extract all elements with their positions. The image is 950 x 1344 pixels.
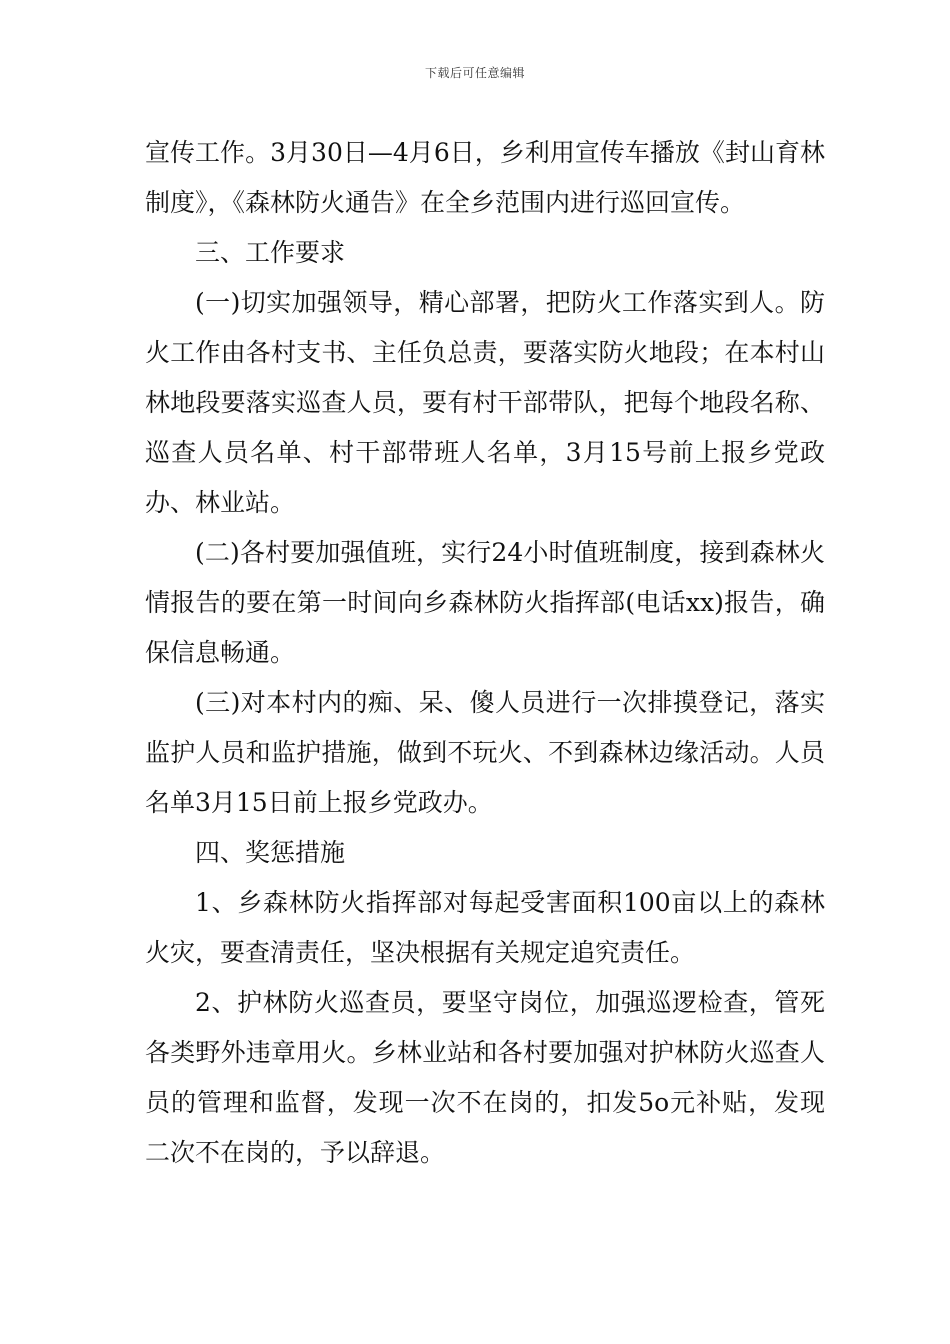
paragraph-measure-2: 2、护林防火巡查员，要坚守岗位，加强巡逻检查，管死各类野外违章用火。乡林业站和各村要加强对护林防火巡查人员的管理和监督，发现一次不在岗的，扣发5o元补贴，发现二次不在岗的，予以辞退。 [145,988,825,1167]
document-body [145,128,825,1178]
paragraph-requirement-3: (三)对本村内的痴、呆、傻人员进行一次排摸登记，落实监护人员和监护措施，做到不玩火、不到森林边缘活动。人员名单3月15日前上报乡党政办。 [145,688,825,817]
paragraph-requirement-2: (二)各村要加强值班，实行24小时值班制度，接到森林火情报告的要在第一时间向乡森林防火指挥部(电话xx)报告，确保信息畅通。 [145,538,825,667]
paragraph-measure-1: 1、乡森林防火指挥部对每起受害面积100亩以上的森林火灾，要查清责任，坚决根据有关规定追究责任。 [145,888,825,967]
page-header-note: 下载后可任意编辑 [424,66,525,80]
section-heading-work-requirements: 三、工作要求 [195,238,346,267]
section-heading-rewards-penalties: 四、奖惩措施 [195,838,346,867]
paragraph-requirement-1: (一)切实加强领导，精心部署，把防火工作落实到人。防火工作由各村支书、主任负总责，要落实防火地段；在本村山林地段要落实巡查人员，要有村干部带队，把每个地段名称、巡查人员名单、村干部带班人名单，3月15号前上报乡党政办、林业站。 [145,288,825,517]
paragraph-continuation: 宣传工作。3月30日—4月6日，乡利用宣传车播放《封山育林制度》，《森林防火通告》在全乡范围内进行巡回宣传。 [145,138,825,217]
